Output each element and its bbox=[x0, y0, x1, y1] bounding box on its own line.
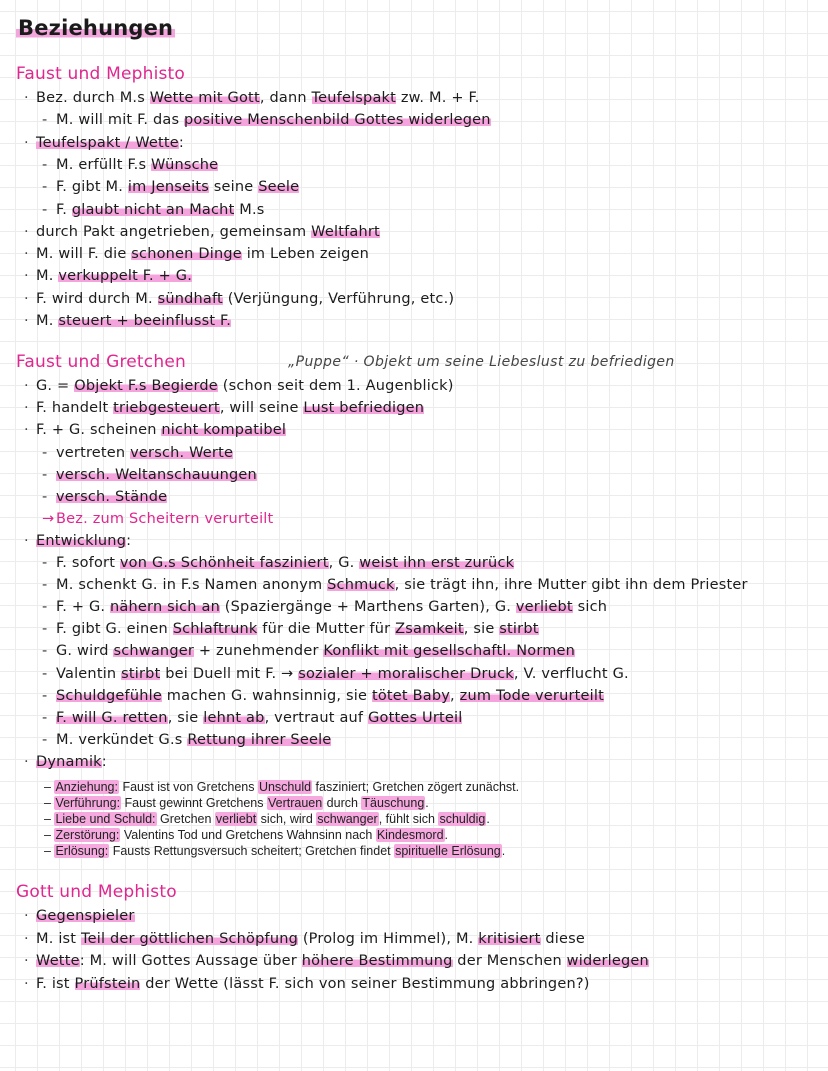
note-text: im Leben zeigen bbox=[241, 246, 370, 263]
highlighted-term: Vertrauen bbox=[267, 796, 323, 810]
note-text: , V. verflucht G. bbox=[513, 666, 629, 682]
note-text: . bbox=[486, 812, 490, 826]
note-text: zw. M. + F. bbox=[396, 90, 480, 106]
note-text: F. gibt M. bbox=[56, 179, 128, 196]
dynamik-key: Anziehung: bbox=[55, 780, 118, 794]
highlighted-term: Teufelspakt bbox=[311, 90, 397, 106]
note-text: bei Duell mit F. → bbox=[160, 666, 299, 682]
note-line bbox=[24, 88, 480, 108]
note-line bbox=[24, 133, 184, 153]
bullet-icon: · bbox=[24, 378, 29, 394]
dynamik-item bbox=[44, 795, 429, 811]
note-text: Bez. durch M.s bbox=[36, 90, 150, 106]
note-line bbox=[24, 420, 286, 440]
note-text: Valentins Tod und Gretchens Wahnsinn nach bbox=[120, 828, 376, 842]
section-heading-gott-mephisto: Gott und Mephisto bbox=[16, 882, 177, 902]
note-text: . bbox=[501, 844, 506, 858]
bullet-icon: · bbox=[24, 422, 29, 438]
note-text: (Prolog im Himmel), M. bbox=[298, 930, 479, 947]
highlighted-term: Prüfstein bbox=[74, 975, 141, 992]
note-text: , G. bbox=[328, 555, 360, 571]
note-line bbox=[24, 376, 454, 396]
highlighted-term: versch. Werte bbox=[130, 445, 234, 461]
highlighted-term: steuert + beeinflusst F. bbox=[58, 313, 232, 329]
highlighted-term: Gegenspieler bbox=[36, 908, 135, 924]
section-heading-faust-gretchen: Faust und Gretchen bbox=[16, 352, 186, 372]
dynamik-key: Zerstörung: bbox=[55, 828, 120, 842]
note-text: (schon seit dem 1. Augenblick) bbox=[217, 378, 454, 394]
note-line bbox=[24, 974, 590, 994]
highlighted-term: Wette mit Gott bbox=[149, 90, 260, 106]
highlighted-term: glaubt nicht an Macht bbox=[71, 201, 235, 218]
dash-icon: - bbox=[42, 489, 48, 505]
note-text: durch Pakt angetrieben, gemeinsam bbox=[36, 223, 312, 240]
dash-icon: – bbox=[44, 796, 55, 810]
dynamik-key: Verführung: bbox=[55, 796, 121, 810]
highlighted-term: Konflikt mit gesellschaftl. Normen bbox=[323, 643, 576, 659]
bullet-icon: · bbox=[24, 90, 29, 106]
note-text: : M. will Gottes Aussage über bbox=[79, 953, 302, 969]
highlighted-term: weist ihn erst zurück bbox=[359, 555, 515, 571]
puppe-annotation: „Puppe“ · Objekt um seine Liebeslust zu befriedigen bbox=[288, 354, 675, 370]
note-text: , sie bbox=[167, 710, 204, 726]
note-line bbox=[24, 752, 107, 772]
note-text: F. + G. scheinen bbox=[36, 422, 162, 438]
dash-icon: - bbox=[42, 555, 48, 571]
bullet-icon: · bbox=[24, 975, 29, 992]
bullet-icon: · bbox=[24, 268, 29, 285]
note-text: (Spaziergänge + Marthens Garten), G. bbox=[219, 599, 516, 615]
highlighted-term: verliebt bbox=[515, 599, 573, 615]
note-line bbox=[42, 664, 629, 684]
dash-icon: - bbox=[42, 732, 48, 748]
note-text: diese bbox=[540, 930, 586, 947]
note-line bbox=[24, 398, 424, 418]
highlighted-term: stirbt bbox=[499, 621, 539, 637]
dynamik-item bbox=[44, 843, 505, 859]
dynamik-item bbox=[44, 827, 448, 843]
highlighted-term: Rettung ihrer Seele bbox=[187, 732, 332, 748]
highlighted-term: lehnt ab bbox=[203, 710, 265, 726]
note-text: : bbox=[178, 134, 184, 151]
note-text: , fühlt sich bbox=[378, 812, 439, 826]
dash-icon: - bbox=[42, 445, 48, 461]
note-line bbox=[24, 906, 135, 926]
note-line bbox=[42, 641, 575, 661]
highlighted-term: Gottes Urteil bbox=[368, 710, 463, 726]
note-line bbox=[42, 509, 273, 529]
note-text: Gretchen bbox=[156, 812, 215, 826]
dash-icon: - bbox=[42, 621, 48, 637]
bullet-icon: · bbox=[24, 754, 29, 770]
highlighted-term: versch. Stände bbox=[56, 489, 168, 505]
highlighted-term: Dynamik bbox=[36, 754, 102, 770]
note-line bbox=[42, 443, 233, 463]
bullet-icon: · bbox=[24, 908, 29, 924]
note-line bbox=[42, 200, 265, 220]
note-text: . bbox=[425, 796, 429, 810]
highlighted-term: schuldig bbox=[439, 812, 486, 826]
note-line bbox=[42, 465, 257, 485]
note-text: M. ist bbox=[36, 930, 82, 947]
note-text: M. erfüllt F.s bbox=[56, 156, 152, 173]
note-text: der Wette (lässt F. sich von seiner Bestimmung abbringen?) bbox=[140, 975, 590, 992]
note-line bbox=[42, 177, 299, 197]
bullet-icon: · bbox=[24, 313, 29, 329]
highlighted-term: schonen Dinge bbox=[131, 246, 242, 263]
highlighted-term: Unschuld bbox=[258, 780, 312, 794]
bullet-icon: · bbox=[24, 930, 29, 947]
dash-icon: - bbox=[42, 688, 48, 704]
highlighted-term: Schlaftrunk bbox=[172, 621, 258, 637]
highlighted-term: höhere Bestimmung bbox=[301, 953, 453, 969]
bullet-icon: · bbox=[24, 223, 29, 240]
highlighted-term: spirituelle Erlösung bbox=[395, 844, 501, 858]
dash-icon: - bbox=[42, 710, 48, 726]
highlighted-term: Wette bbox=[36, 953, 80, 969]
highlighted-term: triebgesteuert bbox=[113, 400, 220, 416]
highlighted-term: nähern sich an bbox=[110, 599, 220, 615]
highlighted-term: kritisiert bbox=[478, 930, 541, 947]
note-text: F. gibt G. einen bbox=[56, 621, 173, 637]
dash-icon: - bbox=[42, 643, 48, 659]
highlighted-term: von G.s Schönheit fasziniert bbox=[119, 555, 329, 571]
highlighted-term: Schmuck bbox=[327, 577, 395, 593]
note-line bbox=[24, 289, 454, 309]
highlighted-term: widerlegen bbox=[566, 953, 649, 969]
note-text: M. verkündet G.s bbox=[56, 732, 188, 748]
note-text: : bbox=[101, 754, 107, 770]
highlighted-term: tötet Baby bbox=[371, 688, 451, 704]
note-line bbox=[42, 553, 514, 573]
highlighted-term: Wünsche bbox=[151, 156, 219, 173]
highlighted-term: sozialer + moralischer Druck bbox=[298, 666, 514, 682]
note-text: Fausts Rettungsversuch scheitert; Gretchen findet bbox=[109, 844, 395, 858]
note-text: F. ist bbox=[36, 975, 75, 992]
note-text: Faust gewinnt Gretchens bbox=[121, 796, 267, 810]
note-text: Faust ist von Gretchens bbox=[119, 780, 258, 794]
highlighted-term: Objekt F.s Begierde bbox=[74, 378, 218, 394]
note-text: , sie trägt ihn, ihre Mutter gibt ihn dem Priester bbox=[394, 577, 748, 593]
highlighted-term: nicht kompatibel bbox=[161, 422, 287, 438]
conclusion-text: Bez. zum Scheitern verurteilt bbox=[56, 511, 274, 527]
note-line bbox=[24, 929, 585, 949]
note-line bbox=[24, 311, 231, 331]
dash-icon: - bbox=[42, 577, 48, 593]
note-text: : bbox=[126, 533, 132, 549]
note-line bbox=[42, 708, 462, 728]
note-text: , sie bbox=[463, 621, 500, 637]
note-text: für die Mutter für bbox=[257, 621, 396, 637]
highlighted-term: im Jenseits bbox=[127, 179, 209, 196]
note-line bbox=[24, 244, 369, 264]
bullet-icon: · bbox=[24, 533, 29, 549]
highlighted-term: schwanger bbox=[113, 643, 195, 659]
bullet-icon: · bbox=[24, 246, 29, 263]
note-text: sich, wird bbox=[257, 812, 317, 826]
highlighted-term: Lust befriedigen bbox=[303, 400, 425, 416]
highlighted-term: Schuldgefühle bbox=[56, 688, 162, 704]
note-text: M.s bbox=[234, 201, 265, 218]
note-text: Valentin bbox=[56, 666, 122, 682]
note-text: , vertraut auf bbox=[264, 710, 369, 726]
highlighted-term: F. will G. retten bbox=[56, 710, 168, 726]
section-heading-faust-mephisto: Faust und Mephisto bbox=[16, 64, 186, 84]
note-line bbox=[24, 266, 192, 286]
note-text: F. sofort bbox=[56, 555, 120, 571]
note-text: (Verjüngung, Verführung, etc.) bbox=[222, 290, 455, 307]
note-text: , will seine bbox=[219, 400, 304, 416]
note-text: M. bbox=[36, 313, 59, 329]
note-line bbox=[42, 575, 748, 595]
dynamik-item bbox=[44, 779, 519, 795]
bullet-icon: · bbox=[24, 134, 29, 151]
note-text: , dann bbox=[259, 90, 312, 106]
dynamik-item bbox=[44, 811, 490, 827]
highlighted-term: Seele bbox=[258, 179, 300, 196]
note-text: F. bbox=[56, 201, 72, 218]
note-line bbox=[42, 110, 491, 130]
note-text: seine bbox=[208, 179, 259, 196]
note-text: fasziniert; Gretchen zögert zunächst. bbox=[312, 780, 520, 794]
note-text: . bbox=[444, 828, 449, 842]
highlighted-term: Teil der göttlichen Schöpfung bbox=[81, 930, 299, 947]
dash-icon: – bbox=[44, 812, 55, 826]
note-text: M. will F. die bbox=[36, 246, 132, 263]
highlighted-term: Kindesmord bbox=[376, 828, 444, 842]
dash-icon: – bbox=[44, 780, 55, 794]
page-title bbox=[16, 16, 175, 40]
note-text: , bbox=[450, 688, 460, 704]
highlighted-term: Teufelspakt / Wette bbox=[36, 134, 179, 151]
note-text: G. wird bbox=[56, 643, 114, 659]
note-text: M. schenkt G. in F.s Namen anonym bbox=[56, 577, 328, 593]
dash-icon: → bbox=[42, 511, 55, 527]
highlighted-term: Weltfahrt bbox=[311, 223, 380, 240]
note-text: M. will mit F. das bbox=[56, 112, 185, 129]
note-line bbox=[24, 222, 380, 242]
highlighted-term: verliebt bbox=[215, 812, 257, 826]
dash-icon: - bbox=[42, 467, 48, 483]
dash-icon: - bbox=[42, 201, 48, 218]
highlighted-term: schwanger bbox=[317, 812, 378, 826]
note-text: machen G. wahnsinnig, sie bbox=[161, 688, 372, 704]
dynamik-key: Erlösung: bbox=[55, 844, 109, 858]
bullet-icon: · bbox=[24, 400, 29, 416]
bullet-icon: · bbox=[24, 290, 29, 307]
note-line bbox=[42, 686, 604, 706]
note-text: + zunehmender bbox=[194, 643, 324, 659]
highlighted-term: verkuppelt F. + G. bbox=[58, 268, 193, 285]
note-text: vertreten bbox=[56, 445, 131, 461]
note-text: M. bbox=[36, 268, 59, 285]
dash-icon: - bbox=[42, 112, 48, 129]
highlighted-term: sündhaft bbox=[157, 290, 223, 307]
dynamik-key: Liebe und Schuld: bbox=[55, 812, 156, 826]
note-line bbox=[24, 951, 649, 971]
dash-icon: - bbox=[42, 179, 48, 196]
highlighted-term: Täuschung bbox=[362, 796, 425, 810]
highlighted-term: positive Menschenbild Gottes widerlegen bbox=[184, 112, 491, 129]
note-text: F. handelt bbox=[36, 400, 114, 416]
highlighted-term: stirbt bbox=[121, 666, 161, 682]
highlighted-term: Zsamkeit bbox=[395, 621, 464, 637]
note-text: sich bbox=[572, 599, 608, 615]
note-text: F. wird durch M. bbox=[36, 290, 158, 307]
note-line bbox=[24, 531, 131, 551]
bullet-icon: · bbox=[24, 953, 29, 969]
note-line bbox=[42, 597, 607, 617]
note-line bbox=[42, 730, 331, 750]
note-text: F. + G. bbox=[56, 599, 111, 615]
title-text: Beziehungen bbox=[18, 16, 174, 40]
note-line bbox=[42, 487, 167, 507]
highlighted-term: zum Tode verurteilt bbox=[459, 688, 604, 704]
dash-icon: - bbox=[42, 599, 48, 615]
note-line bbox=[42, 155, 218, 175]
dash-icon: - bbox=[42, 156, 48, 173]
dash-icon: - bbox=[42, 666, 48, 682]
dash-icon: – bbox=[44, 828, 55, 842]
note-line bbox=[42, 619, 539, 639]
highlighted-term: versch. Weltanschauungen bbox=[56, 467, 257, 483]
note-text: durch bbox=[323, 796, 362, 810]
note-text: G. = bbox=[36, 378, 75, 394]
highlighted-term: Entwicklung bbox=[36, 533, 127, 549]
note-text: der Menschen bbox=[452, 953, 567, 969]
dash-icon: – bbox=[44, 844, 55, 858]
